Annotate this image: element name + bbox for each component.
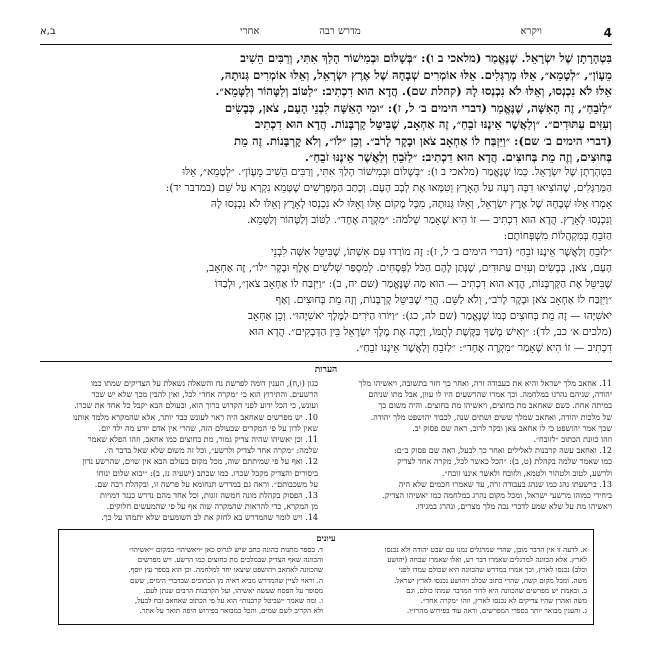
parsha-name: אחרי (240, 26, 260, 37)
commentary-line: יֹאשִׁיָּהוּ — זֶה מֵת בְּחוּצִים כְּמוֹ שֶׁנֶּאֱמַר (שם לה, כג): ״וַיּוֹרוּ הַיֹּרִים לַמֶּלֶךְ יֹאשִׁיָּהוּ״. וְכֵן אַחְאָב (247, 310, 612, 322)
note-line: במיתה אחת. כשם שאחאב מת בחוצים, ויאשיהו מת בחוצים. והיה משום כך (378, 401, 612, 411)
box-line: ה. וראוי לציין שהמדרש מביא ראיה מן הכתובים שבדברי הימים, ששם (129, 575, 323, 585)
note-line: ולרשע, לטוב ולטהור ולטמא, ולזובח ולאשר איננו זובח״. (441, 468, 612, 478)
note-line: של מלכות יהודה, ואחאב שמלך ששים ושתים שנה, לכבוד יהושפט מלך יהודה. (370, 412, 612, 422)
work-title: מדרש רבה (319, 26, 361, 37)
box-line: משה ואהרן שהיו צדיקים לא נכנסו לארץ, וזהו ״מקרה אחד״. (420, 596, 587, 606)
note-line: שכך אמר יהושפט כי לו אחאב צאן ובקר לרוב, ראה שם פסוק יב. (412, 423, 612, 433)
chapter-reference: ב,א (40, 26, 56, 37)
note-line: וזהו כוונת הכתוב ״לזובח״. (533, 435, 612, 445)
note-line: ביחידי כמוהו מרשעי ישראל, ומכל מקום נהרג במלחמה כמו יאשיהו הצדיק. (382, 491, 612, 501)
commentary-line: הַמְּרַגְּלִים, שֶׁהוֹצִיאוּ דִבָּה רָעָה עַל הָאָרֶץ וְטִמְּאוּ אֶת לְבָב הָעָם. וְכָתַב הַמְּפָרְשִׁים שֶׁטָּמֵא נִקְרָא עַל שֵׁם (במדבר יד): (165, 182, 612, 194)
page-header (40, 24, 612, 45)
note-line: 11. וכן יאשיהו שהיה צדיק גמור, מת בחוצים כמו אחאב, וזהו הפלא שאמר (87, 435, 318, 445)
document-page (40, 24, 612, 628)
box-column-left (65, 545, 323, 616)
note-line: מן המקרא, כדי להראות שהמקרה שוה אף על פי שהמעשים חלוקים. (106, 502, 318, 512)
commentary-line: הַזֹּבֵחַ בְּמִקְהֲלוֹת מִשְׁפְּחוֹתָם: (503, 230, 612, 242)
main-text-line: מֵעָוֹן״, ״לְטָמֵא״, אֵלּוּ מְרַגְּלִים. אֵלּוּ אוֹמְרִים שְׁבָחָהּ שֶׁל אֶרֶץ יִשְׂרָאֵל, וְאֵלּוּ אוֹמְרִים גְּנוּתָהּ, (220, 67, 612, 82)
commentary-line: ״לַזֹּבֵחַ וְלַאֲשֶׁר אֵינֶנּוּ זֹבֵחַ״ (דברי הימים ב׳ ל, ז): זֶה מוֹרַדוּ עִם אִשְׁתּוֹ, שֶׁבִּיטֵּל אִשָּׁה לִבְנֵי (271, 246, 612, 258)
box-line: א. לדעה זו אין הדבר מובן, שהרי שמרגלים נמנו עם שבט יהודה ולא נכנסו (384, 545, 587, 554)
note-line: על משכבותם״. וראה גם במדרש תנחומא על פרשה זו, ובקהלת רבה שם. (94, 479, 318, 489)
box-line: משה. ומכל מקום קשה, שהרי כתוב שכלב ויהושע נכנסו לארץ ישראל. (393, 575, 587, 585)
notes-title: הערות (314, 365, 338, 375)
box-line: ו. ומה שאמר ״שביטל קרבנות״ הוא על פי הכתוב שאחאב זבח לבעל, (134, 596, 323, 606)
main-text-line: אֵלּוּ לֹא נִכְנְסוּ, וְאֵלּוּ לֹא נִכְנְסוּ לָהּ (קהלת שם). הֲדָא הוּא דִכְתִיב: ״לַטּוֹב וְלַטָּהוֹר וְלַטָּמֵא״. (215, 84, 612, 98)
note-line: יהודה, שניהם נהרגו במלחמה. וכך אמרו שהרשעים היו לו עוון, אבל מתו שניהם (368, 390, 612, 400)
note-line: שלמה: ״מקרה אחד לצדיק ולרשע״, וכל זה משום שלא שאל בדבר ה׳. (104, 446, 318, 456)
box-line: וכלב) נכנסו לארץ, וכך אמרו במדרש שהכוונה היא שכולם עמדו לפני (398, 565, 587, 575)
main-text-line: בְּחוּצִים, וְזֶה מֵת בְּחוּצִים. הֲדָא הוּא דִכְתִיב: ״לַזֹּבֵחַ וְלַאֲשֶׁר אֵינֶנּוּ זֹבֵחַ״. (304, 150, 612, 164)
commentary-text (40, 164, 612, 356)
box-line: מסופר על הפסח שעשה יאשיהו, ועל הקרבנות הרבים שנתן לעם. (143, 585, 323, 595)
note-line: 12. ואחאב עשה קרבנות לאלילים ואחר כך לבעל, ראה שם פסוק ב״ם: (394, 446, 612, 456)
book-name: ויקרא (520, 26, 542, 37)
note-line: ועונש, כי הכל ידוע לפני הקדוש ברוך הוא, ובעולם הבא יקבל כל אחד את שכרו. (74, 401, 318, 411)
main-text-line: (דברי הימים ב׳ שם): ״וַיִּזְבַּח לוֹ אַחְאָב צֹאן וּבָקָר לָרֹב״. וְכֵן ״לֹו״, וְלֹא קָרְבָּנוֹת. זֶה מֵת (234, 133, 612, 148)
box-title: עיונים (316, 534, 336, 544)
main-text-line: בִּטְהָרָתָן שֶׁל יִשְׂרָאֵל. שֶׁנֶּאֱמַר (מלאכי ב ו): ״בְּשָׁלוֹם וּבְמִישׁוֹר הָלַךְ אִתִּי, וְרַבִּים הֵשִׁיב (240, 51, 612, 65)
notes-column-left (40, 378, 318, 524)
box-line: ולא הקריב לשם שמים, והכל כמבואר בפירוש היפה תואר על אתר. (139, 606, 323, 616)
commentary-line: (מלכים א׳ כב, לד): ״וְאִישׁ מָשַׁךְ בַּקֶּשֶׁת לְתֻמּוֹ, וַיַּכֶּה אֶת מֶלֶךְ יִשְׂרָאֵל בֵּין הַדְּבָקִים״. הֲדָא הוּא (248, 326, 612, 338)
note-line: שאין לדון על פי המקרים שבעולם הזה, שהרי אין אדם יודע מה ילד יום. (98, 423, 318, 433)
note-line: ביסורים והצדיק מקבל שכרו. כמו שכתב (ישעיה נז, ב): ״יבוא שלום ינוחו (96, 468, 318, 478)
note-line: ויאשיהו מת על שלא שמע לדברי נכה מלך מצרים, ונהרג במגידו. (415, 502, 612, 512)
note-line: כגון (ו,ח), הענין דומה לפרשת נח והשאלה נשאלת על הצדיקים שמתו כמו (90, 379, 318, 388)
page-number: 4 (603, 26, 612, 40)
notes-column-right (334, 378, 612, 512)
box-line: והכוונה שאף הצדיק שבמלכים מת בחוצים כמו הרשע. ויש מפרשים (137, 555, 323, 565)
commentary-line: ״וַיִּזְבַּח לוֹ אַחְאָב צֹאן וּבָקָר לָרֹב״, וְלֹא לַשֵּׁם. הֲרֵי שֶׁבִּיטֵּל קָרְבָּנוֹת, וְזֶה מֵת בְּחוּצִים. וְאַף (275, 294, 612, 306)
commentary-line: וְנִכְנְסוּ לָאָרֶץ. הֲדָא הוּא דִכְתִיב — זוֹ הִיא שֶׁאָמַר שְׁלֹמֹה: ״מִקְרֶה אֶחָד״. לַטּוֹב וְלַטָּהוֹר וְלַטָּמֵא. (246, 214, 612, 226)
note-line: כמו שאמר שלמה בקהלת (ט, ב): ״הכל כאשר לכל, מקרה אחד לצדיק (397, 457, 612, 467)
commentary-line: הָעָם, צֹאן, כְּבָשִׂים וְעִזִּים עַתּוּדִים, שֶׁנָּתַן לָהֶם הַכֹּל לַפְּסָחִים. לְמִסְפַּר שְׁלֹשִׁים אֶלֶף וּבָקָר ״לֹו״, זֶה אַחְאָב, (205, 262, 612, 274)
note-line: 13. ברשעתו נהג כמו שנהג בעבודה זרה, עד שאמרו חכמים שלא היה (398, 479, 612, 489)
box-line: ב. ובאמת יש מפרשים שהכוונה היא לדור המדבר שמתו כולם, וגם (406, 585, 587, 595)
box-line: שהכוונה לאחאב ויהושפט שיצאו יחד למלחמה. וכן הוא בספר עץ יוסף. (128, 565, 323, 575)
note-line: 10. יש מפרשים שאחאב היה ראוי לעונש כבד יותר, אלא שהמקרא מלמד אותנו (72, 412, 318, 422)
box-column-right (329, 545, 587, 616)
note-line: 14. ויש לומר שהמדרש בא לחזק את לב השומעים שלא יתמהו על כך. (101, 513, 318, 523)
commentary-line: בִּטְהָרָתָן שֶׁל יִשְׂרָאֵל. כְּמוֹ שֶׁנֶּאֱמַר (מלאכי ב ו): ״בְּשָׁלוֹם וּבְמִישׁוֹר הָלַךְ אִתִּי, וְרַבִּים הֵשִׁיב מֵעָוֹן״. ״לְטָמֵא״, אֵלּוּ (182, 166, 612, 178)
box-line: ד. בספר מתנות כהונה כתב שיש לגרוס כאן ״ויאשיהו״ במקום ״יאשיהו״ (129, 545, 323, 554)
commentary-line: שֶׁבִּיטֵּל אֶת הַקָּרְבָּנוֹת, הֲדָא הוּא דִכְתִיב — הוּא מַה שֶּׁנֶּאֱמַר (שם יח, ב): ״וַיִּזְבַּח לוֹ אַחְאָב צֹאן״, וּלְבַדּוֹ (214, 278, 612, 290)
box-line: לארץ. אלא הכוונה למרגלים שאמרו דבר רע, ואלו שאמרו שבחה (יהושע (387, 555, 587, 565)
main-text (40, 50, 612, 166)
box-line: ג. והענין מבואר יותר בספרי המפרשים, וראה עוד בפירוש מהרז״ו. (406, 606, 587, 616)
note-line: 11. אחאב מלך ישראל והיא את בעבודה זרה, ואחר כך חזר בתשובה, ויאשיהו מלך (358, 379, 612, 388)
study-notes-box (58, 529, 594, 625)
commentary-line: דִכְתִיב — זוֹ הִיא שֶׁאָמַר ״מִקְרֶה אֶחָד״: ״לַזֹּבֵחַ וְלַאֲשֶׁר אֵינֶנּוּ זֹבֵחַ״. (356, 342, 612, 354)
main-text-line: וְעִזִּים עַתּוּדִים״. ״וְלַאֲשֶׁר אֵינֶנּוּ זֹבֵחַ״, זֶה אַחְאָב, שֶׁבִּיטֵּל קָרְבָּנוֹת. הֲדָא הוּא דִכְתִיב (254, 117, 612, 131)
note-line: הרשעים. והתירוץ הוא כי ״מקרה אחד״ לכל, ואין להבין מכך שלא יש שכר (91, 390, 318, 400)
notes-divider (40, 361, 612, 362)
main-text-line: ״לַזֹּבֵחַ״, זֶה הָאִשָּׁה, שֶׁנֶּאֱמַר (דברי הימים ב׳ ל, ז): ״וּמִי הָאִשָּׁה לִבְנֵי הָעָם, צֹאן, כְּבָשִׂים (224, 100, 612, 115)
note-line: 12. ואף על פי שמיתתם שוה, מכל מקום בעולם הבא אין שוים, שהרשע נדון (82, 457, 318, 467)
note-line: 13. הפסוק בקהלת מונה חמשה זוגות, וכל אחד מהם נדרש כנגד דמויות (100, 491, 318, 501)
commentary-line: אָמְרוּ אֵלּוּ שְׁבָחָהּ שֶׁל אֶרֶץ יִשְׂרָאֵל, וְאֵלּוּ גְּנוּתָהּ, מִכָּל מָקוֹם אֵלּוּ וְאֵלּוּ לֹא נִכְנְסוּ לָאָרֶץ וְאֵלּוּ לֹא נִכְנְסוּ לָהּ (210, 198, 612, 210)
